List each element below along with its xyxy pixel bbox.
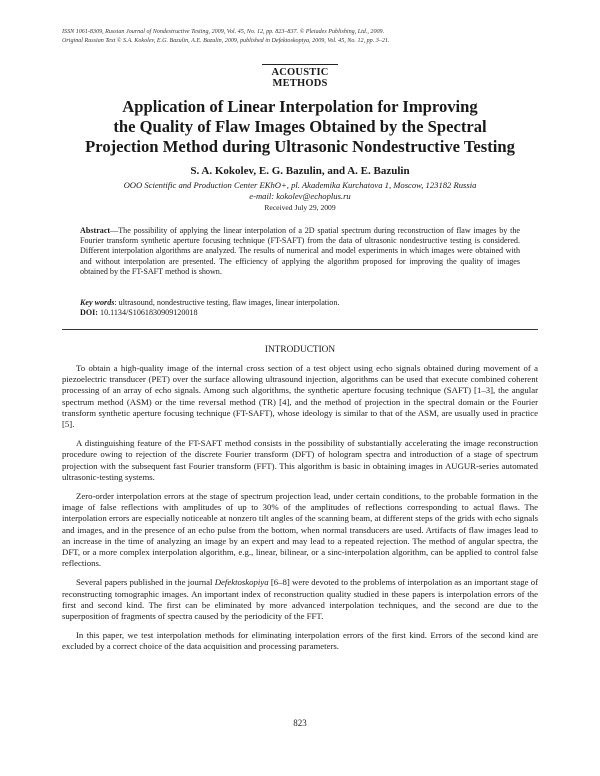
keywords-block bbox=[80, 298, 520, 319]
header-line-2: Original Russian Text © S.A. Kokolev, E.G. Bazulin, A.E. Bazulin, 2009, published in Defektoskopiya, 2009, Vol. 45, No. 12, pp. 3–21. bbox=[62, 38, 390, 44]
affiliation: OOO Scientific and Production Center EKhO+, pl. Akademika Kurchatova 1, Moscow, 123182 Russia bbox=[123, 180, 477, 190]
paragraph bbox=[62, 577, 538, 622]
email: e-mail: kokolev@echoplus.ru bbox=[249, 191, 351, 201]
abstract-text: —The possibility of applying the linear interpolation of a 2D spatial spectrum during reconstruction of flaw images by the Fourier transform synthetic aperture focusing technique (FT-SAFT) from the data of ultrasonic nondestructive testing is considered. Different interpolation algorithms are analyzed. The results of numerical and model experiments in which images were obtained with and without interpolation are presented. The efficiency of applying the algorithm proposed for improving the quality of images obtained by the FT-SAFT method is shown. bbox=[80, 226, 520, 276]
section-rule-top bbox=[262, 64, 338, 65]
title-line-3: Projection Method during Ultrasonic Nondestructive Testing bbox=[85, 137, 515, 156]
title-line-1: Application of Linear Interpolation for Improving bbox=[122, 97, 478, 116]
abstract-label: Abstract bbox=[80, 226, 111, 235]
section-label-2: METHODS bbox=[272, 78, 328, 89]
paragraph-text: [6–8] were devoted to the problems of interpolation as an important stage of reconstructing tomographic images. An important index of reconstruction quality studied in these papers is interpolation errors of the first and second kind. The first can be eliminated by more advanced interpolation techniques, and the second are due to the superposition of fragments of spectra caused by the periodicity of the FFT. bbox=[62, 577, 538, 622]
paper-title bbox=[62, 97, 538, 157]
received-date: Received July 29, 2009 bbox=[264, 203, 336, 212]
body-text bbox=[62, 363, 538, 661]
paragraph: In this paper, we test interpolation methods for eliminating interpolation errors of the first kind. Errors of the second kind are excluded by a correct choice of the data acquisition and processing parameters. bbox=[62, 630, 538, 652]
paragraph-text: Several papers published in the journal bbox=[76, 577, 215, 588]
authors: S. A. Kokolev, E. G. Bazulin, and A. E. Bazulin bbox=[190, 165, 410, 177]
paragraph: A distinguishing feature of the FT-SAFT method consists in the possibility of substantially accelerating the image reconstruction procedure owing to rejection of the discrete Fourier transform (DFT) of hologram spectra and introduction of a stage of spectrum projection with the subsequent fast Fourier transform (FFT). This algorithm is basic in obtaining images in AUGUR-series automated ultrasonic-testing systems. bbox=[62, 438, 538, 482]
abstract bbox=[80, 226, 520, 277]
divider bbox=[62, 329, 538, 330]
keywords-label: Key words bbox=[80, 298, 115, 307]
doi bbox=[80, 308, 520, 318]
section-label-1: ACOUSTIC bbox=[271, 67, 329, 78]
keywords-text: : ultrasound, nondestructive testing, flaw images, linear interpolation. bbox=[114, 298, 340, 307]
page-number: 823 bbox=[293, 718, 307, 728]
doi-label: DOI: bbox=[80, 308, 98, 318]
running-header bbox=[62, 28, 538, 46]
paragraph: To obtain a high-quality image of the internal cross section of a test object using echo signals obtained during movement of a piezoelectric transducer (PET) over the surface allowing ultrasound injection, algorithms can be used that execute combined coherent processing of an array of echo signals. Among such algorithms, the synthetic aperture focusing technique (SAFT) [1–3], the angular spectrum method (ASM) or the time reversal method (TR) [4], and the method of projection in the spectral domain or the Fourier transform synthetic aperture focusing technique (FT-SAFT), whose ideology is similar to that of the ASM, are usually used in practice [5]. bbox=[62, 363, 538, 430]
journal-name: Defektoskopiya bbox=[214, 577, 269, 588]
paragraph: Zero-order interpolation errors at the stage of spectrum projection lead, under certain conditions, to the probable formation in the image of false reflections with amplitudes of up to 30% of the amplitudes of reflections corresponding to actual flaws. The interpolation errors are especially noticeable at nonzero tilt angles of the scanning beam, at different steps of the grids with echo signals and images, and in the presence of an echo pulse from the bottom, when normal transducers are used. Artifacts of flaw images lead to an increase in the time of analyzing an image by an expert and may lead to a repeated rejection. The method of angular spectra, the DFT, or a more complex interpolation algorithm, e.g., linear, bilinear, or a sinc-interpolation algorithm, can be applied to control false reflections. bbox=[62, 491, 538, 569]
affiliation-block bbox=[62, 180, 538, 202]
section-heading-introduction: INTRODUCTION bbox=[264, 345, 336, 355]
keywords bbox=[80, 298, 520, 308]
header-line-1: ISSN 1061-8309, Russian Journal of Nondestructive Testing, 2009, Vol. 45, No. 12, pp. 823–837. © Pleiades Publishing, Ltd., 2009. bbox=[62, 29, 385, 35]
title-line-2: the Quality of Flaw Images Obtained by the Spectral bbox=[113, 117, 487, 136]
doi-text: 10.1134/S1061830909120018 bbox=[98, 308, 198, 318]
